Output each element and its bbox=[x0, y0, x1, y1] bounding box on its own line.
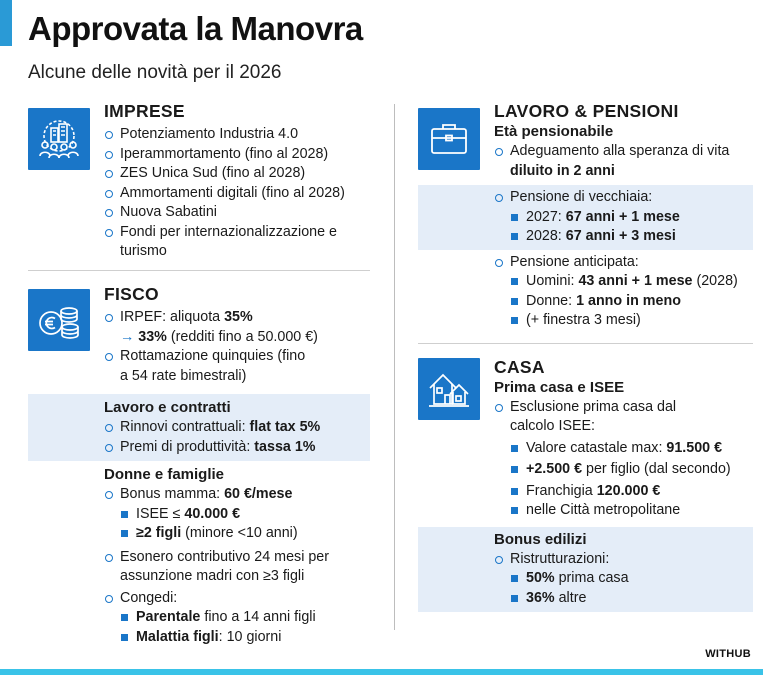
factory-people-icon bbox=[28, 108, 90, 170]
congedi-item: Congedi: bbox=[104, 589, 370, 609]
rinnovi-value: flat tax 5% bbox=[249, 419, 321, 435]
section-divider bbox=[418, 343, 753, 344]
rottamazione-item: Rottamazione quinquies (fino a 54 rate bimestrali) bbox=[104, 347, 316, 386]
vecchiaia-2028 bbox=[494, 227, 753, 247]
prima-casa-note: prima casa bbox=[554, 570, 629, 586]
rinnovi-item bbox=[104, 418, 370, 438]
casa-title: CASA bbox=[494, 356, 545, 377]
adeguamento-bold: diluito in 2 anni bbox=[510, 162, 615, 179]
bonus-value: 60 €/mese bbox=[224, 486, 293, 502]
eta-heading: Età pensionabile bbox=[494, 123, 614, 140]
lavoro-contratti-heading: Lavoro e contratti bbox=[104, 399, 231, 416]
figlio-item bbox=[494, 460, 753, 480]
donne-famiglie-heading: Donne e famiglie bbox=[104, 466, 225, 483]
prima-casa-value: 50% bbox=[526, 570, 555, 586]
parentale-value: Parentale bbox=[136, 609, 201, 625]
uomini-note: (2028) bbox=[692, 273, 738, 289]
altre-bonus bbox=[494, 589, 753, 609]
bonus-edilizi-heading: Bonus edilizi bbox=[494, 530, 587, 548]
vecchiaia-box bbox=[418, 185, 753, 250]
arrow-right-icon: → bbox=[120, 328, 135, 345]
adeguamento-text: Adeguamento alla speranza di vita bbox=[510, 143, 730, 159]
figlio-note: per figlio (dal secondo) bbox=[582, 461, 731, 477]
parentale-note: fino a 14 anni figli bbox=[200, 609, 316, 625]
franchigia-note: nelle Città metropolitane bbox=[494, 501, 753, 521]
brand-logo: WITHUB bbox=[705, 648, 751, 660]
figli-note: (minore <10 anni) bbox=[181, 525, 298, 541]
irpef-label: IRPEF: aliquota bbox=[120, 309, 225, 325]
bonus-mamma-item bbox=[104, 485, 370, 505]
altre-value: 36% bbox=[526, 589, 555, 606]
imprese-item: Nuova Sabatini bbox=[104, 203, 370, 223]
prima-casa-heading: Prima casa e ISEE bbox=[494, 378, 625, 396]
imprese-item: Potenziamento Industria 4.0 bbox=[104, 125, 370, 145]
altre-note: altre bbox=[554, 589, 587, 606]
franchigia-value: 120.000 € bbox=[596, 482, 661, 499]
column-divider bbox=[394, 104, 395, 630]
esclusione-item: Esclusione prima casa dal calcolo ISEE: bbox=[494, 398, 694, 437]
adeguamento-item bbox=[494, 142, 749, 181]
title-accent-bar bbox=[0, 0, 12, 46]
lavoro-contratti-box bbox=[28, 394, 370, 461]
bottom-accent-bar bbox=[0, 669, 763, 675]
malattia-note: : 10 giorni bbox=[218, 628, 282, 645]
lavoro-pensioni-title: LAVORO & PENSIONI bbox=[494, 101, 679, 121]
irpef-note: (redditi fino a 50.000 €) bbox=[166, 328, 318, 345]
v2027-value: 67 anni + 1 mese bbox=[565, 208, 680, 225]
v2027-label: 2027: bbox=[526, 208, 566, 225]
malattia-item bbox=[104, 628, 370, 648]
fisco-title: FISCO bbox=[104, 284, 159, 304]
isee-item bbox=[104, 505, 370, 525]
donne-note: (+ finestra 3 mesi) bbox=[494, 311, 753, 331]
premi-value: tassa 1% bbox=[254, 438, 316, 455]
esonero-item: Esonero contributivo 24 mesi per assunzione madri con ≥3 figli bbox=[104, 548, 354, 587]
figli-item bbox=[104, 524, 370, 544]
premi-label: Premi di produttività: bbox=[120, 438, 255, 455]
imprese-item: ZES Unica Sud (fino al 2028) bbox=[104, 164, 370, 184]
premi-item bbox=[104, 438, 370, 458]
section-casa bbox=[418, 356, 753, 613]
bonus-label: Bonus mamma: bbox=[120, 486, 225, 502]
donne-item bbox=[494, 292, 753, 312]
houses-icon bbox=[418, 358, 480, 420]
rinnovi-label: Rinnovi contrattuali: bbox=[120, 419, 250, 435]
donne-value: 1 anno in meno bbox=[576, 292, 681, 309]
ristrutturazioni-item: Ristrutturazioni: bbox=[494, 550, 753, 570]
catastale-value: 91.500 € bbox=[666, 439, 723, 456]
irpef-old-rate: 35% bbox=[224, 309, 253, 325]
section-imprese bbox=[28, 100, 370, 264]
uomini-item bbox=[494, 272, 753, 292]
franchigia-item bbox=[494, 482, 753, 502]
imprese-item: Iperammortamento (fino al 2028) bbox=[104, 145, 370, 165]
section-lavoro-pensioni bbox=[418, 100, 753, 331]
prima-casa-bonus bbox=[494, 569, 753, 589]
franchigia-label: Franchigia bbox=[526, 482, 597, 499]
uomini-label: Uomini: bbox=[526, 273, 579, 289]
right-column bbox=[418, 98, 753, 612]
malattia-value: Malattia figli bbox=[136, 628, 219, 645]
page-title: Approvata la Manovra bbox=[28, 10, 363, 47]
figlio-value: +2.500 € bbox=[526, 461, 583, 477]
section-fisco bbox=[28, 283, 370, 647]
euro-coins-icon bbox=[28, 289, 90, 351]
v2028-label: 2028: bbox=[526, 228, 566, 244]
imprese-title: IMPRESE bbox=[104, 101, 185, 121]
catastale-item bbox=[494, 439, 753, 459]
briefcase-icon bbox=[418, 108, 480, 170]
left-column bbox=[28, 98, 370, 647]
irpef-new-rate: 33% bbox=[138, 328, 167, 345]
catastale-label: Valore catastale max: bbox=[526, 439, 667, 456]
imprese-item: Ammortamenti digitali (fino al 2028) bbox=[104, 184, 370, 204]
irpef-new-line bbox=[104, 328, 370, 348]
uomini-value: 43 anni + 1 mese bbox=[578, 273, 693, 289]
bonus-edilizi-box bbox=[418, 527, 753, 613]
section-divider bbox=[28, 270, 370, 271]
irpef-item bbox=[104, 308, 370, 328]
vecchiaia-2027 bbox=[494, 208, 753, 228]
vecchiaia-item: Pensione di vecchiaia: bbox=[494, 188, 753, 208]
page-subtitle: Alcune delle novità per il 2026 bbox=[28, 62, 282, 83]
imprese-item: Fondi per internazionalizzazione e turismo bbox=[104, 223, 344, 262]
parentale-item bbox=[104, 608, 370, 628]
donne-label: Donne: bbox=[526, 292, 577, 309]
anticipata-item: Pensione anticipata: bbox=[494, 253, 753, 273]
figli-value: ≥2 figli bbox=[136, 525, 182, 541]
v2028-value: 67 anni + 3 mesi bbox=[565, 228, 676, 244]
isee-value: 40.000 € bbox=[184, 505, 241, 522]
isee-label: ISEE ≤ bbox=[136, 505, 185, 522]
